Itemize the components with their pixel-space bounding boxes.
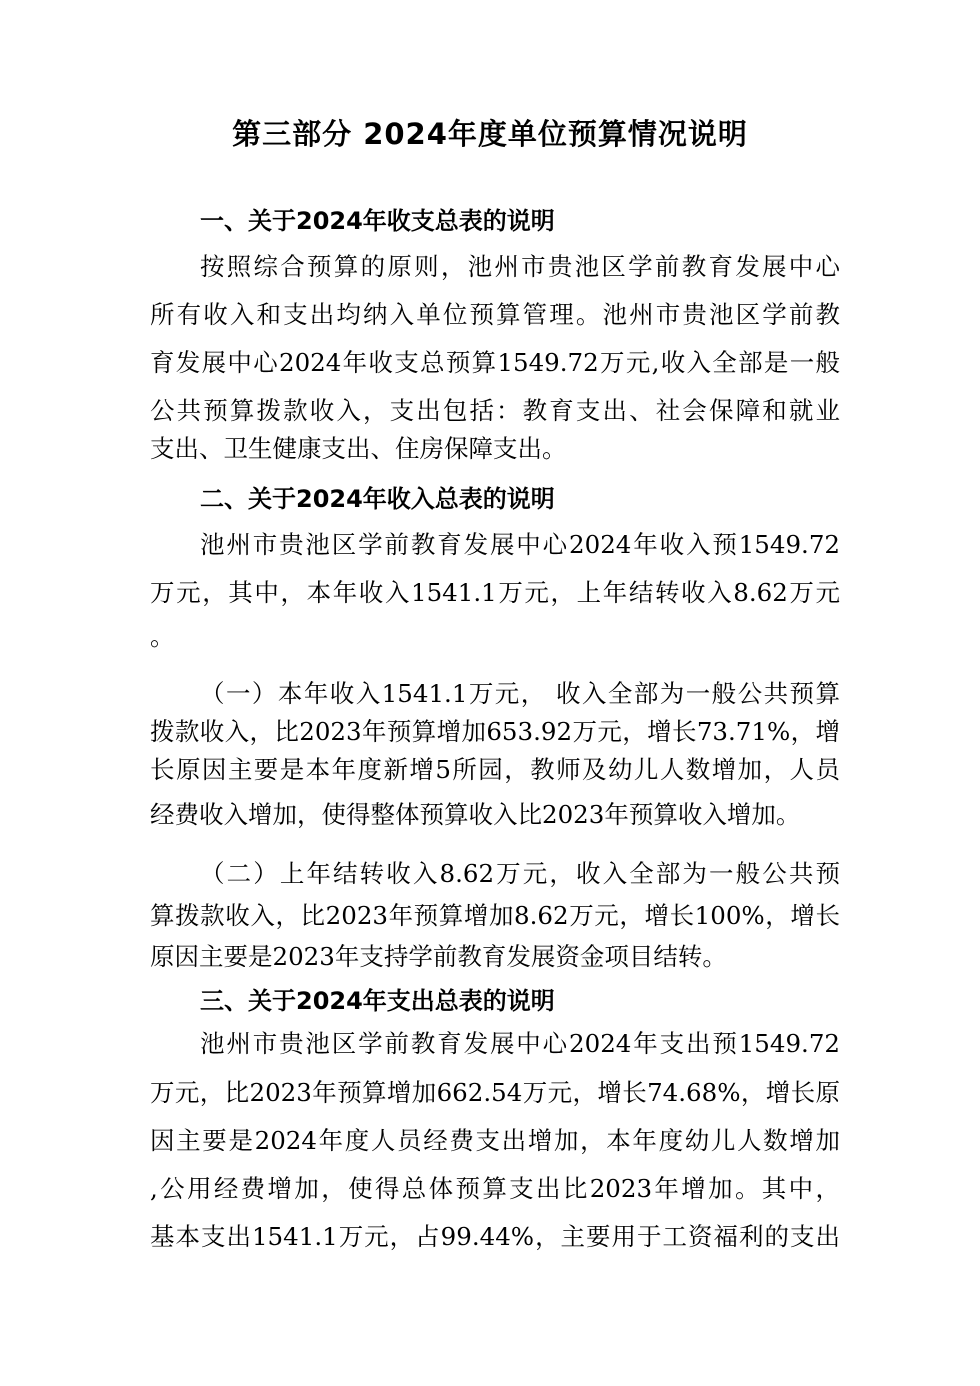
sub-1-line: 长原因主要是本年度新增5所园，教师及幼儿人数增加，人员	[150, 755, 840, 784]
sub-2-line: （二）上年结转收入8.62万元，收入全部为一般公共预	[200, 859, 840, 888]
sub-1-line: （一）本年收入1541.1万元， 收入全部为一般公共预算	[200, 679, 840, 708]
section-1-line: 公共预算拨款收入，支出包括：教育支出、社会保障和就业	[150, 396, 840, 425]
section-3-line: 基本支出1541.1万元，占99.44%，主要用于工资福利的支出	[150, 1222, 840, 1251]
sub-2-line: 算拨款收入，比2023年预算增加8.62万元，增长100%，增长	[150, 901, 840, 930]
section-2-intro-line: 万元，其中，本年收入1541.1万元，上年结转收入8.62万元	[150, 578, 840, 607]
section-1-heading: 一、关于2024年收支总表的说明	[200, 207, 555, 235]
section-2-intro-line: 。	[150, 622, 175, 651]
page-title: 第三部分 2024年度单位预算情况说明	[232, 117, 748, 151]
section-3-line: ,公用经费增加，使得总体预算支出比2023年增加。其中，	[150, 1174, 840, 1203]
sub-1-line: 经费收入增加，使得整体预算收入比2023年预算收入增加。	[150, 800, 801, 829]
section-3-line: 池州市贵池区学前教育发展中心2024年支出预1549.72	[200, 1029, 840, 1058]
section-1-line: 按照综合预算的原则，池州市贵池区学前教育发展中心	[200, 252, 840, 281]
sub-2-line: 原因主要是2023年支持学前教育发展资金项目结转。	[150, 942, 727, 971]
sub-1-line: 拨款收入，比2023年预算增加653.92万元，增长73.71%，增	[150, 717, 840, 746]
section-2-heading: 二、关于2024年收入总表的说明	[200, 485, 555, 513]
section-2-intro-line: 池州市贵池区学前教育发展中心2024年收入预1549.72	[200, 530, 840, 559]
section-3-heading: 三、关于2024年支出总表的说明	[200, 987, 555, 1015]
section-3-line: 因主要是2024年度人员经费支出增加，本年度幼儿人数增加	[150, 1126, 840, 1155]
section-3-line: 万元，比2023年预算增加662.54万元，增长74.68%，增长原	[150, 1078, 840, 1107]
section-1-line: 育发展中心2024年收支总预算1549.72万元,收入全部是一般	[150, 348, 840, 377]
section-1-line: 所有收入和支出均纳入单位预算管理。池州市贵池区学前教	[150, 300, 840, 329]
section-1-line: 支出、卫生健康支出、住房保障支出。	[150, 434, 567, 463]
